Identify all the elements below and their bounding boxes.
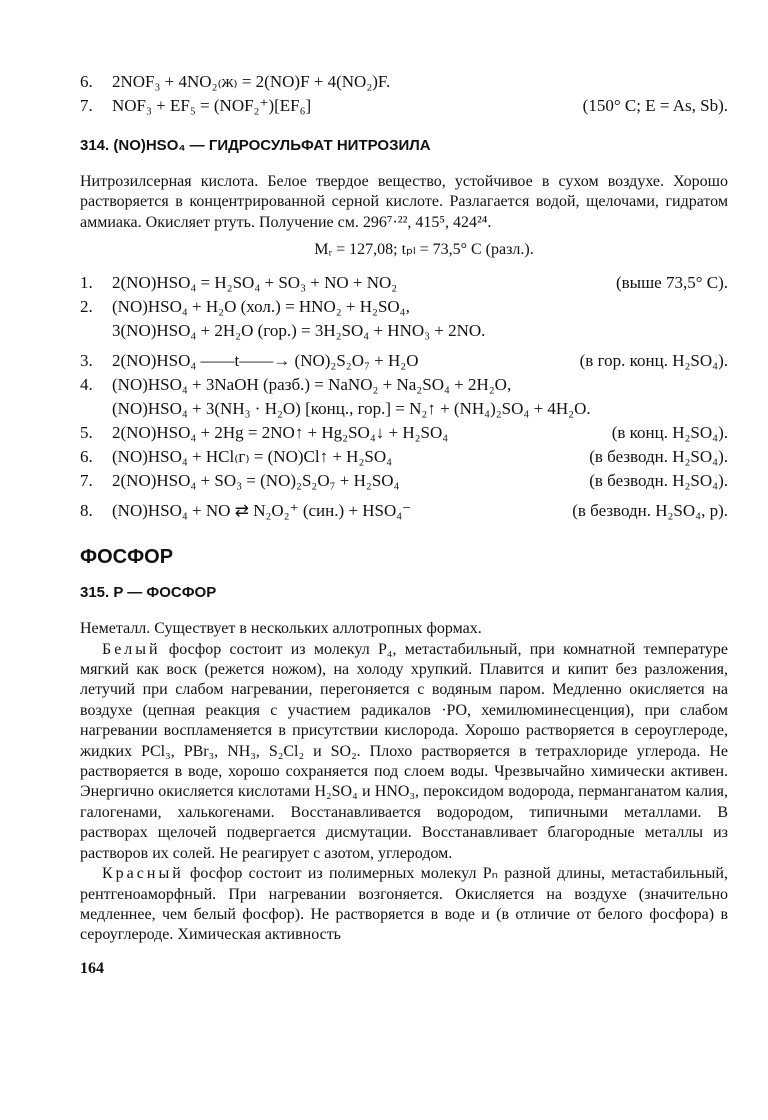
section-314-equations — [80, 271, 728, 523]
equation-condition: (выше 73,5° C). — [615, 273, 728, 293]
equation-line — [80, 397, 728, 421]
equation-line — [80, 445, 728, 469]
equation-condition: (в безводн. H₂SO₄, p). — [572, 501, 728, 521]
chapter-heading: ФОСФОР — [80, 546, 174, 569]
section-314-description: Нитрозилсерная кислота. Белое твердое вещество, устойчивое в сухом воздухе. Хорошо растворяется в концентрированной серной кислоте. Разлагается водой, щелочами, гидратом аммиака. Окисляет ртуть. Получение см. 296⁷·²², 415⁵, 424²⁴. — [80, 173, 728, 231]
white-phosphorus-paragraph — [80, 640, 728, 864]
section-314-heading: 314. (NO)HSO₄ — ГИДРОСУЛЬФАТ НИТРОЗИЛА — [80, 137, 431, 154]
equation-formula: (NO)HSO₄ + NO ⇄ N₂O₂⁺ (син.) + HSO₄⁻ — [112, 501, 412, 521]
equation-number: 7. — [80, 96, 93, 115]
equation-number: 8. — [80, 501, 93, 521]
equation-number: 5. — [80, 423, 93, 443]
red-phosphorus-term: Красный — [102, 865, 184, 883]
equation-formula: NOF₃ + EF₅ = (NOF₂⁺)[EF₆] — [112, 96, 312, 115]
section-314-properties: Mᵣ = 127,08; tₚₗ = 73,5° C (разл.). — [314, 241, 534, 259]
equation-line — [80, 295, 728, 319]
page — [80, 70, 728, 978]
equation-formula: 3(NO)HSO₄ + 2H₂O (гор.) = 3H₂SO₄ + HNO₃ + 2NO. — [112, 321, 486, 341]
equation-condition: (150° C; E = As, Sb). — [582, 96, 728, 115]
equation-formula: (NO)HSO₄ + H₂O (хол.) = HNO₂ + H₂SO₄, — [112, 297, 410, 317]
equation-condition: (в конц. H₂SO₄). — [611, 423, 728, 443]
white-phosphorus-text: фосфор состоит из молекул P₄, метастабильный, при комнатной температуре мягкий как воск (режется ножом), на холоду хрупкий. Плавится и кипит без разложения, летучий при слабом нагревании, перегоняется с водяным паром. Медленно окисляется на воздухе (цепная реакция с участием радикалов ·PO, хемилюминесценция), при слабом нагревании воспламеняется в присутствии кислорода. Хорошо растворяется в сероуглероде, жидких PCl₃, PBr₃, NH₃, S₂Cl₂ и SO₂. Плохо растворяется в тетрахлориде углерода. Не растворяется в воде, хорошо сохраняется под слоем воды. Чрезвычайно химически активен. Энергично окисляется кислотами H₂SO₄ и HNO₃, пероксидом водорода, перманганатом калия, галогенами, халькогенами. Восстанавливается водородом, типичными металлами. В растворах щелочей подвергается дисмутации. Восстанавливает благородные металлы из растворов их солей. Не реагирует с азотом, углеродом. — [80, 640, 728, 862]
equation-condition: (в безводн. H₂SO₄). — [589, 471, 728, 491]
equation-line — [80, 499, 728, 523]
red-phosphorus-text: фосфор состоит из полимерных молекул Pₙ разной длины, метастабильный, рентгеноаморфный. При нагревании возгоняется. Окисляется на воздухе (значительно медленнее, чем белый фосфор). Не растворяется в воде и (в отличие от белого фосфора) в сероуглероде. Химическая активность — [80, 865, 728, 944]
equation-formula: (NO)HSO₄ + HCl₍г₎ = (NO)Cl↑ + H₂SO₄ — [112, 447, 393, 467]
top-equations — [80, 70, 728, 118]
equation-line — [80, 70, 728, 94]
equation-line — [80, 319, 728, 343]
equation-number: 3. — [80, 351, 93, 371]
equation-line — [80, 349, 728, 373]
equation-condition: (в гор. конц. H₂SO₄). — [579, 351, 728, 371]
equation-line — [80, 373, 728, 397]
equation-line — [80, 421, 728, 445]
equation-formula: (NO)HSO₄ + 3(NH₃ · H₂O) [конц., гор.] = N₂↑ + (NH₄)₂SO₄ + 4H₂O. — [112, 399, 591, 419]
white-phosphorus-term: Белый — [102, 640, 161, 658]
equation-number: 2. — [80, 297, 93, 317]
equation-formula: (NO)HSO₄ + 3NaOH (разб.) = NaNO₂ + Na₂SO₄ + 2H₂O, — [112, 375, 512, 395]
equation-formula: 2(NO)HSO₄ + 2Hg = 2NO↑ + Hg₂SO₄↓ + H₂SO₄ — [112, 423, 449, 443]
red-phosphorus-paragraph — [80, 864, 728, 946]
equation-number: 4. — [80, 375, 93, 395]
equation-number: 1. — [80, 273, 93, 293]
equation-line — [80, 94, 728, 118]
equation-condition: (в безводн. H₂SO₄). — [589, 447, 728, 467]
equation-number: 7. — [80, 471, 93, 491]
equation-formula: 2(NO)HSO₄ = H₂SO₄ + SO₃ + NO + NO₂ — [112, 273, 398, 293]
equation-number: 6. — [80, 447, 93, 467]
equation-formula: 2NOF₃ + 4NO₂₍ж₎ = 2(NO)F + 4(NO₂)F. — [112, 72, 391, 91]
equation-line — [80, 271, 728, 295]
equation-formula: 2(NO)HSO₄ + SO₃ = (NO)₂S₂O₇ + H₂SO₄ — [112, 471, 400, 491]
equation-formula: 2(NO)HSO₄ ——t——→ (NO)₂S₂O₇ + H₂O — [112, 351, 419, 371]
section-315-heading: 315. P — ФОСФОР — [80, 584, 217, 602]
equation-line — [80, 469, 728, 493]
section-315-intro: Неметалл. Существует в нескольких аллотропных формах. — [80, 620, 482, 638]
equation-number: 6. — [80, 72, 93, 91]
page-number: 164 — [80, 959, 104, 977]
